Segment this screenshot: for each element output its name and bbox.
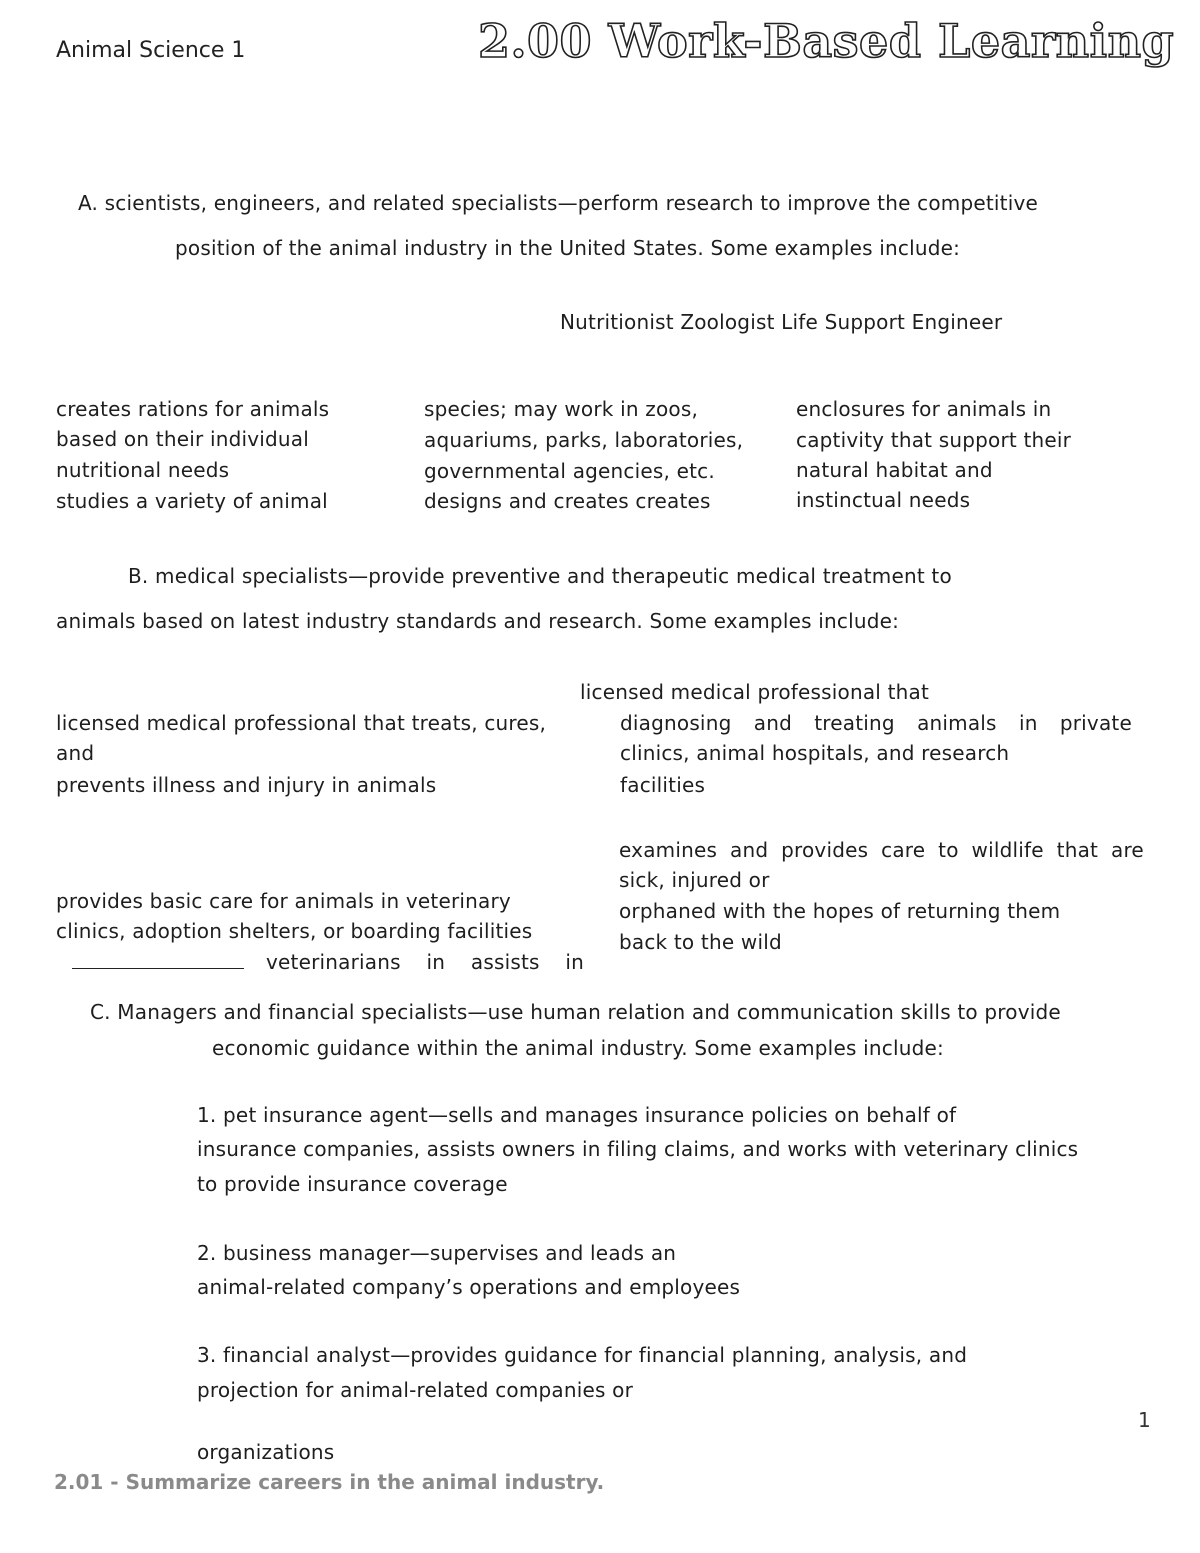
section-c-line2: economic guidance within the animal industry. Some examples include:: [212, 1036, 944, 1060]
word: examines: [619, 838, 718, 862]
word: treating: [814, 711, 895, 735]
word: and: [753, 711, 792, 735]
item2-line: animal-related company’s operations and employees: [197, 1275, 741, 1299]
word: in: [426, 950, 446, 974]
fill-in-blank[interactable]: [72, 950, 244, 969]
col3-line: enclosures for animals in: [796, 397, 1052, 421]
col2-line: governmental agencies, etc.: [424, 459, 715, 483]
word: diagnosing: [620, 711, 732, 735]
right-top-justified-line: [620, 711, 1132, 735]
col2-line: designs and creates creates: [424, 489, 711, 513]
item1-line: insurance companies, assists owners in filing claims, and works with veterinary clinics: [197, 1137, 1079, 1161]
course-name: Animal Science 1: [56, 38, 246, 63]
item3-tail: organizations: [197, 1440, 335, 1464]
col3-line: instinctual needs: [796, 488, 971, 512]
col3-line: captivity that support their: [796, 428, 1072, 452]
right-bottom-line: orphaned with the hopes of returning them: [619, 899, 1061, 923]
section-b-line1: B. medical specialists—provide preventive and therapeutic medical treatment to: [128, 564, 952, 588]
word: in: [1018, 711, 1038, 735]
section-a-examples: Nutritionist Zoologist Life Support Engineer: [560, 310, 1003, 334]
word: that: [1056, 838, 1099, 862]
word: private: [1059, 711, 1132, 735]
word: and: [729, 838, 769, 862]
item2-line: 2. business manager—supervises and leads an: [197, 1241, 677, 1265]
word: provides: [781, 838, 869, 862]
left-top-line: and: [56, 741, 95, 765]
col1-line: based on their individual: [56, 427, 310, 451]
left-bottom-line: clinics, adoption shelters, or boarding facilities: [56, 919, 533, 943]
section-c-line1: C. Managers and financial specialists—use human relation and communication skills to provide: [90, 1000, 1061, 1024]
section-b-right-top-head: licensed medical professional that: [580, 680, 930, 704]
col3-line: natural habitat and: [796, 458, 993, 482]
section-a-line2: position of the animal industry in the United States. Some examples include:: [175, 236, 961, 260]
item3-line: projection for animal-related companies or: [197, 1378, 634, 1402]
right-bottom-line: sick, injured or: [619, 868, 770, 892]
right-bottom-line: back to the wild: [619, 930, 782, 954]
footer-objective: 2.01 - Summarize careers in the animal industry.: [54, 1470, 605, 1494]
col1-line: creates rations for animals: [56, 397, 330, 421]
col1-line: studies a variety of animal: [56, 489, 328, 513]
col2-line: species; may work in zoos,: [424, 397, 699, 421]
item3-line: 3. financial analyst—provides guidance for financial planning, analysis, and: [197, 1343, 968, 1367]
left-top-line: prevents illness and injury in animals: [56, 773, 437, 797]
word: veterinarians: [266, 950, 401, 974]
blank-row: [72, 950, 586, 974]
page-number: 1: [1138, 1408, 1151, 1432]
word: assists: [470, 950, 540, 974]
item1-line: 1. pet insurance agent—sells and manages insurance policies on behalf of: [197, 1103, 957, 1127]
section-b-line2: animals based on latest industry standards and research. Some examples include:: [56, 609, 900, 633]
word: wildlife: [971, 838, 1044, 862]
col1-line: nutritional needs: [56, 458, 230, 482]
page-title: 2.00 Work-Based Learning: [478, 14, 1175, 68]
word: are: [1110, 838, 1144, 862]
word: to: [938, 838, 959, 862]
left-top-line: licensed medical professional that treats, cures,: [56, 711, 547, 735]
right-top-line: clinics, animal hospitals, and research: [620, 741, 1010, 765]
right-top-line: facilities: [620, 773, 706, 797]
item1-line: to provide insurance coverage: [197, 1172, 508, 1196]
section-a-line1: A. scientists, engineers, and related specialists—perform research to improve the competitive: [78, 191, 1038, 215]
left-bottom-line: provides basic care for animals in veterinary: [56, 889, 511, 913]
word: in: [565, 950, 584, 974]
word: animals: [917, 711, 997, 735]
col2-line: aquariums, parks, laboratories,: [424, 428, 744, 452]
right-bottom-justified-line: [619, 838, 1144, 862]
word: care: [881, 838, 926, 862]
